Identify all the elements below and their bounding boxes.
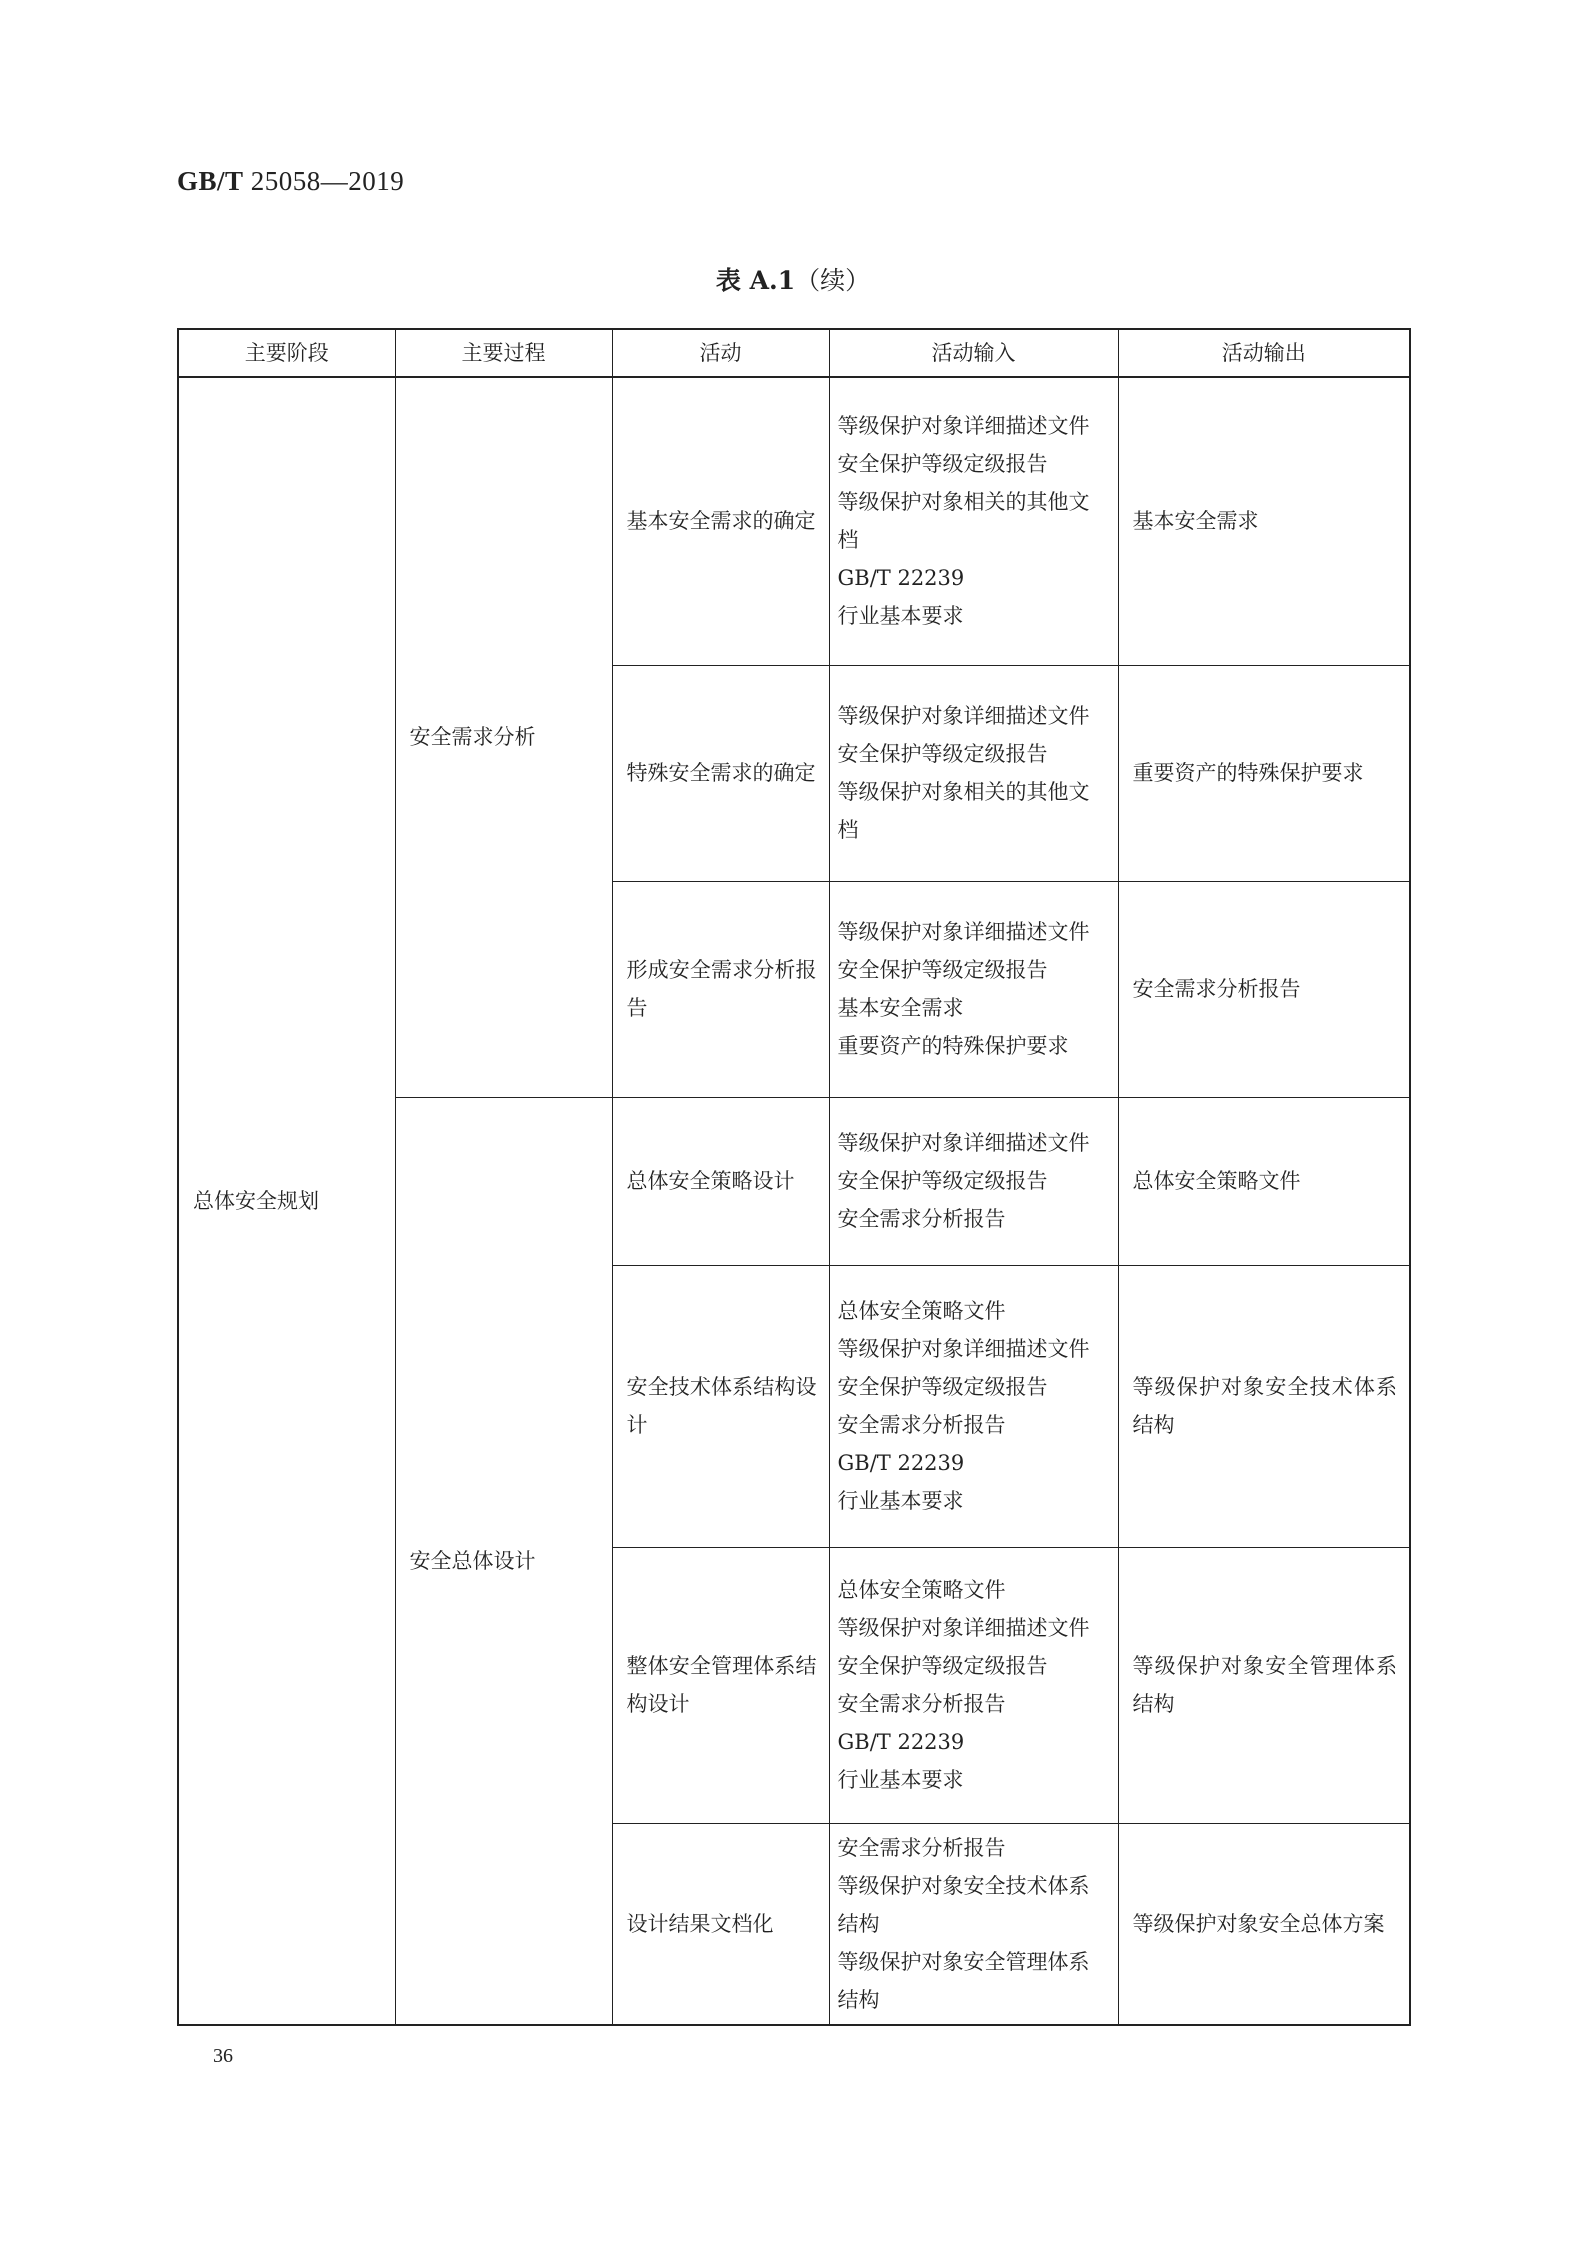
table-body bbox=[178, 377, 1410, 2025]
header-activity: 活动 bbox=[612, 329, 829, 377]
input-item: 等级保护对象详细描述文件 bbox=[837, 704, 1090, 728]
activity-cell: 基本安全需求的确定 bbox=[612, 377, 829, 665]
activity-input-cell bbox=[829, 1547, 1118, 1823]
input-item: 基本安全需求 bbox=[837, 996, 964, 1020]
activity-output-cell: 总体安全策略文件 bbox=[1118, 1097, 1410, 1265]
activity-cell: 设计结果文档化 bbox=[612, 1823, 829, 2025]
input-item: 行业基本要求 bbox=[837, 1489, 964, 1513]
table-continued: （续） bbox=[795, 266, 871, 295]
page-number: 36 bbox=[213, 2045, 233, 2067]
activity-cell: 特殊安全需求的确定 bbox=[612, 665, 829, 881]
header-row bbox=[178, 329, 1410, 377]
header-stage: 主要阶段 bbox=[178, 329, 395, 377]
activity-output-cell: 等级保护对象安全管理体系结构 bbox=[1118, 1547, 1410, 1823]
input-item: 总体安全策略文件 bbox=[837, 1299, 1006, 1323]
activity-output-cell: 基本安全需求 bbox=[1118, 377, 1410, 665]
stage-cell: 总体安全规划 bbox=[178, 377, 395, 2025]
input-item: 安全保护等级定级报告 bbox=[837, 1375, 1048, 1399]
process-table bbox=[177, 328, 1411, 2026]
activity-cell: 形成安全需求分析报告 bbox=[612, 881, 829, 1097]
table-title bbox=[0, 261, 1586, 297]
activity-output-cell: 重要资产的特殊保护要求 bbox=[1118, 665, 1410, 881]
input-item: 重要资产的特殊保护要求 bbox=[837, 1034, 1069, 1058]
activity-cell: 总体安全策略设计 bbox=[612, 1097, 829, 1265]
activity-input-cell bbox=[829, 1097, 1118, 1265]
input-item: 安全保护等级定级报告 bbox=[837, 742, 1048, 766]
activity-output-cell: 安全需求分析报告 bbox=[1118, 881, 1410, 1097]
input-item: 总体安全策略文件 bbox=[837, 1578, 1006, 1602]
input-item: GB/T 22239 bbox=[837, 1451, 965, 1475]
input-item: GB/T 22239 bbox=[837, 1730, 965, 1754]
table-row bbox=[178, 377, 1410, 665]
input-item: 安全需求分析报告 bbox=[837, 1835, 1006, 1860]
header-activity-input: 活动输入 bbox=[829, 329, 1118, 377]
input-item: GB/T 22239 bbox=[837, 566, 965, 591]
input-item: 等级保护对象详细描述文件 bbox=[837, 414, 1090, 439]
activity-input-cell bbox=[829, 1265, 1118, 1547]
activity-input-cell bbox=[829, 881, 1118, 1097]
input-item: 安全需求分析报告 bbox=[837, 1207, 1006, 1231]
document-id bbox=[177, 166, 404, 197]
input-item: 安全需求分析报告 bbox=[837, 1692, 1006, 1716]
activity-cell: 安全技术体系结构设计 bbox=[612, 1265, 829, 1547]
header-activity-output: 活动输出 bbox=[1118, 329, 1410, 377]
process-cell: 安全需求分析 bbox=[395, 377, 612, 1097]
input-item: 等级保护对象相关的其他文档 bbox=[837, 490, 1090, 553]
process-cell: 安全总体设计 bbox=[395, 1097, 612, 2025]
standard-number: 25058—2019 bbox=[250, 166, 405, 196]
input-item: 等级保护对象安全技术体系结构 bbox=[837, 1873, 1090, 1936]
input-item: 行业基本要求 bbox=[837, 604, 964, 629]
header-process: 主要过程 bbox=[395, 329, 612, 377]
activity-output-cell: 等级保护对象安全技术体系结构 bbox=[1118, 1265, 1410, 1547]
standard-code: GB/T bbox=[177, 166, 244, 196]
activity-cell: 整体安全管理体系结构设计 bbox=[612, 1547, 829, 1823]
input-item: 等级保护对象详细描述文件 bbox=[837, 920, 1090, 944]
table-header bbox=[178, 329, 1410, 377]
input-item: 安全保护等级定级报告 bbox=[837, 1169, 1048, 1193]
input-item: 行业基本要求 bbox=[837, 1768, 964, 1792]
input-item: 等级保护对象详细描述文件 bbox=[837, 1337, 1090, 1361]
input-item: 等级保护对象相关的其他文档 bbox=[837, 780, 1090, 842]
input-item: 等级保护对象详细描述文件 bbox=[837, 1131, 1090, 1155]
input-item: 安全保护等级定级报告 bbox=[837, 452, 1048, 477]
table-label: 表 A.1 bbox=[715, 266, 796, 295]
input-item: 安全保护等级定级报告 bbox=[837, 958, 1048, 982]
input-item: 等级保护对象安全管理体系结构 bbox=[837, 1949, 1090, 2012]
activity-input-cell bbox=[829, 1823, 1118, 2025]
activity-output-cell: 等级保护对象安全总体方案 bbox=[1118, 1823, 1410, 2025]
input-item: 等级保护对象详细描述文件 bbox=[837, 1616, 1090, 1640]
input-item: 安全需求分析报告 bbox=[837, 1413, 1006, 1437]
activity-input-cell bbox=[829, 665, 1118, 881]
input-item: 安全保护等级定级报告 bbox=[837, 1654, 1048, 1678]
activity-input-cell bbox=[829, 377, 1118, 665]
